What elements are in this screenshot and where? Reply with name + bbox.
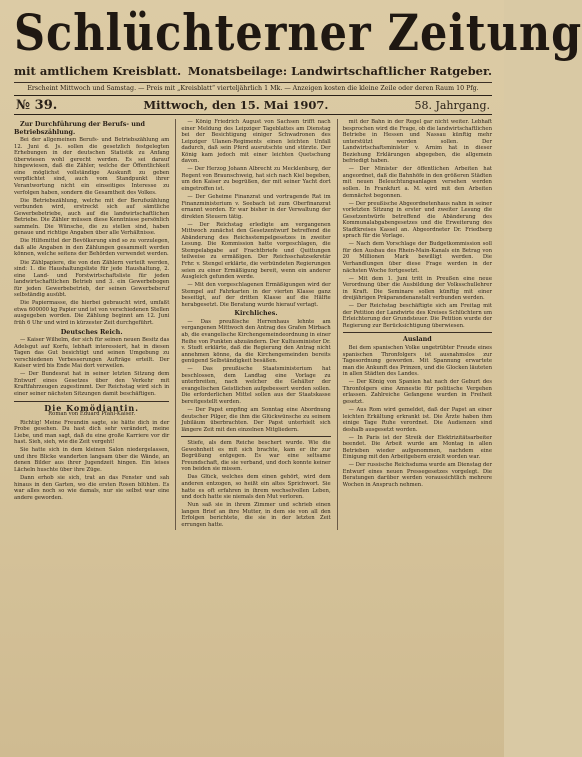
paragraph: — Der Papst empfing am Sonntag eine Abordnung deutscher Pilger, die ihm die Glückwünsche zu seinem Jubiläum überbrachten. Der Papst unterhielt sich längere Zeit mit den einzelnen Mitgliedern. — [181, 407, 331, 433]
section-divider — [181, 436, 330, 437]
paragraph: — König Friedrich August von Sachsen trifft nach einer Meldung des Leipziger Tageblattes am Dienstag bei der Besichtigung einiger Schwadronen des Leipziger Ulanen-Regiments einen leichten Unfall dadurch, daß sein Pferd ausrutschte und stürzte. Der König kam jedoch mit einer leichten Quetschung davon. — [181, 119, 331, 165]
headline-ausland: Ausland — [402, 335, 432, 344]
paragraph: — Der Geheime Finanzrat und vortragende Rat im Finanzministerium v. Seebach ist zum Oberfinanzrat ernannt worden. Er war bisher in der Verwaltung der direkten Steuern tätig. — [181, 194, 331, 220]
feuilleton-title: Die Komödiantin. — [44, 402, 140, 413]
paragraph: — Der Bundesrat hat in seiner letzten Sitzung dem Entwurf eines Gesetzes über den Verkehr mit Kraftfahrzeugen zugestimmt. Der Reichstag wird sich in einer seiner nächsten Sitzungen damit beschäftigen. — [14, 371, 170, 397]
paragraph: — Der Reichstag beschäftigte sich am Freitag mit der Petition der Landwirte des Kreises Schlüchtern um Erleichterung der Grundsteuer. Die Petition wurde der Regierung zur Berücksichtigung überwiesen. — [342, 303, 492, 329]
paragraph: — Kaiser Wilhelm, der sich für seinen neuen Besitz das Adelsgut auf Korfu, lebhaft interessiert, hat in diesen Tagen das Gut besichtigt und seinen Umgebung zu verschiedenen Verbesserungen Aufträge erteilt. Der Kaiser wird bis Ende Mai dort verweilen. — [14, 337, 170, 370]
paragraph: — In Paris ist der Streik der Elektrizitätsarbeiter beendet. Die Arbeit wurde am Montag in allen Betrieben wieder aufgenommen, nachdem eine Einigung mit den Arbeitgebern erzielt worden war. — [342, 434, 492, 461]
paragraph: Die Hilfsmittel der Bevölkerung sind so zu vorzulegen, daß alle Angaben in den Zählungen gesammelt werden können, welche seitens der Behörden verwendet werden. — [14, 238, 170, 258]
paragraph: Sie hatte sich in dem kleinen Salon niedergelassen, und ihre Blicke wanderten langsam über die Wände, an denen Bilder aus ihrer Jugendzeit hingen. Ein leises Lächeln huschte über ihre Züge. — [14, 447, 170, 473]
paragraph: — Der preußische Abgeordnetenhaus nahm in seiner vorletzten Sitzung in erster und zweiter Lesung die Gesetzentwürfe betreffend die Abänderung des Kommunalabgabengesetzes und die Erweiterung des Stadtkreises Kassel an. Abgeordneter Dr. Friedberg sprach für die Vorlage. — [342, 200, 492, 240]
paragraph: Die Papiermasse, die hierbei gebraucht wird, umfaßt etwa 600000 kg Papier und ist von verschiedenen Stellen ausgegeben worden. Die Zählung beginnt am 12. Juni früh 6 Uhr und wird in kürzester Zeit durchgeführt. — [14, 300, 170, 326]
paragraph: Das Glück, welches dem einen gehört, wird dem anderen entzogen, so heißt ein altes Sprichwort. Sie hatte es oft erfahren in ihrem wechselvollen Leben, und doch hatte sie niemals den Mut verloren. — [181, 474, 331, 501]
article-columns — [14, 119, 492, 530]
paragraph: mit der Bahn in der Regel gar nicht weiter. Lebhaft besprochen wird die Frage, ob die landwirtschaftlichen Betriebe in Hessen und Nassau künftig mehr unterstützt werden sollen. Der Landwirtschaftsminister v. Arnim hat in dieser Beziehung Erklärungen abgegeben, die allgemein befriedigt haben. — [342, 119, 492, 165]
column-1 — [14, 119, 169, 530]
paragraph: Bei dem spanischen Volke ungetrübter Freude eines spanischen Thronfolgers ist ausnahmslos zur Tagesordnung geworden. Mit Spannung erwartete man die Ankunft des Prinzen, und die Glocken läuteten in allen Städten des Landes. — [342, 345, 492, 378]
paragraph: — Nach dem Vorschlage der Budgetkommission soll für den Ausbau des Rhein-Main-Kanals ein Betrag von 20 Millionen Mark bewilligt werden. Die Verhandlungen über diese Frage werden in der nächsten Woche fortgesetzt. — [342, 241, 492, 274]
issue-number: № 39. — [16, 98, 58, 113]
paragraph: Stiefe, als dem Reiche beschert wurde. Wie die Gewohnheit es mit sich brachte, kam er ihr zur Begrüßung entgegen. Es war eine seltsame Freundschaft, die sie verband, und doch konnte keiner von beiden sie missen. — [181, 440, 331, 473]
supplement-note: Monatsbeilage: Landwirtschaftlicher Ratgeber. — [187, 64, 492, 78]
paragraph: Bei der allgemeinen Berufs- und Betriebszählung am 12. Juni d. Js. sollen die gesetzlich festgelegten Erhebungen in der deutschen Statistik zu Anfang überwiesen wohl gerecht werden. Es sei darauf hingewiesen, daß die Zähler, welche der Öffentlichkeit eine möglichst vollständige Auskunft zu geben verpflichtet sind, auch vom Standpunkt ihrer Verantwortung nicht ein einseitiges Interesse zu verfolgen haben, sondern die Gesamtheit des Volkes. — [14, 137, 170, 196]
feuilleton-author: Roman von Eduard Pfahl-Kaiser. — [48, 411, 136, 418]
paragraph: — Aus Rom wird gemeldet, daß der Papst an einer leichten Erkältung erkrankt ist. Die Ärzte haben ihm einige Tage Ruhe verordnet. Die Audienzen sind deshalb ausgesetzt worden. — [342, 406, 492, 433]
kreisblatt-note: mit amtlichem Kreisblatt. — [14, 64, 182, 78]
headline-deutsches-reich: Deutsches Reich. — [60, 327, 123, 336]
issue-date: Mittwoch, den 15. Mai 1907. — [143, 98, 329, 112]
paragraph: — Mit den vorgeschlagenen Ermäßigungen wird der Stempel auf Fahrkarten in der vierten Klasse ganz beseitigt, auf der dritten Klasse auf die Hälfte herabgesetzt. Die Beratung wurde hierauf vertagt. — [181, 282, 331, 308]
masthead-subtitle — [14, 64, 492, 78]
paragraph: Die Betriebszählung, welche mit der Berufszählung verbunden wird, erstreckt sich auf sämtliche Gewerbebetriebe, auch auf die landwirtschaftlichen Betriebe. Die Zähler müssen diese Kenntnisse persönlich sammeln. Die Wünsche, die zu stellen sind, haben genaue und richtige Angaben über alle Verhältnisse. — [14, 197, 170, 237]
column-2 — [175, 119, 330, 530]
headline-kirchliches: Kirchliches. — [234, 309, 278, 318]
publication-notice: Erscheint Mittwoch und Samstag. — Preis mit „Kreisblatt“ vierteljährlich 1 Mk. — Anzeigen kosten die kleine Zeile oder deren Raum 10 Pfg. — [14, 82, 492, 92]
column-3 — [337, 119, 492, 530]
paragraph: Dann erhob sie sich, trat an das Fenster und sah hinaus in den Garten, wo die ersten Rosen blühten. Es war alles noch so wie damals, nur sie selbst war eine andere geworden. — [14, 474, 170, 501]
paragraph: — Der König von Spanien hat nach der Geburt des Thronfolgers eine Amnestie für politische Vergehen erlassen. Zahlreiche Gefangene wurden in Freiheit gesetzt. — [342, 379, 492, 405]
issue-bar — [14, 95, 492, 115]
paragraph: — Der Reichstag erledigte am vergangenen Mittwoch zunächst den Gesetzentwurf betreffend die Abänderung des Reichsstempelgesetzes in zweiter Lesung. Die Kommission hatte vorgeschlagen, die Stempelabgabe auf Frachtbriefe und Quittungen teilweise zu ermäßigen. Der Reichsschatzsekretär Frhr. v. Stengel erklärte, die verbündeten Regierungen seien zu einer Ermäßigung bereit, wenn ein anderer Ausgleich gefunden werde. — [181, 221, 331, 281]
section-divider — [343, 332, 492, 333]
paragraph: Die Zählpapiere, die von den Zählern verteilt werden, sind: 1. die Haushaltungsliste für jede Haushaltung, 2. eine Land- und Forstwirtschaftsliste für jeden landwirtschaftlichen Betrieb und 3. ein Gewerbebogen für jeden Gewerbebetrieb, der seinen Gewerbeberuf selbständig ausübt. — [14, 259, 170, 299]
newspaper-masthead: Schlüchterner Zeitung — [14, 5, 582, 63]
paragraph: — Der russische Reichsduma wurde am Dienstag der Entwurf eines neuen Pressegesetzes vorgelegt. Die Beratungen darüber werden voraussichtlich mehrere Wochen in Anspruch nehmen. — [342, 462, 492, 488]
paragraph: — Der Herzog Johann Albrecht zu Mecklenburg, der Regent von Braunschweig, hat sich nach Kiel begeben, um den Kaiser zu begrüßen, der mit seiner Yacht dort eingetroffen ist. — [181, 166, 331, 192]
paragraph: — Das preußische Staatsministerium hat beschlossen, dem Landtag eine Vorlage zu unterbreiten, nach welcher die Gehälter der evangelischen Geistlichen aufgebessert werden sollen. Die erforderlichen Mittel sollen aus der Staatskasse bereitgestellt werden. — [181, 366, 331, 405]
paragraph: Richtig! Meine Freundin sagte, sie hätte dich in der Probe gesehen. Du hast dich sehr verändert, meine Liebe, und man sagt, daß du eine große Karriere vor dir hast. Sieh, sieh, wie die Zeit vergeht! — [14, 419, 170, 446]
section-divider — [14, 401, 169, 402]
issue-volume: 58. Jahrgang. — [414, 99, 490, 112]
headline-betriebszaehlung: Zur Durchführung der Berufs- und Betriebszählung. — [14, 120, 145, 136]
paragraph: — Der Minister der öffentlichen Arbeiten hat angeordnet, daß die Bahnhöfe in den größeren Städten mit neuen Beleuchtungsanlagen versehen werden sollen. In Frankfurt a. M. wird mit den Arbeiten demnächst begonnen. — [342, 166, 492, 199]
paragraph: Nun saß sie in ihrem Zimmer und schrieb einen langen Brief an ihre Mutter, in dem sie von all den Erfolgen berichtete, die sie in der letzten Zeit errungen hatte. — [181, 502, 331, 528]
paragraph: — Mit dem 1. Juni tritt in Preußen eine neue Verordnung über die Ausbildung der Volksschullehrer in Kraft. Die Seminare sollen künftig mit einer dreijährigen Präparandenanstalt verbunden werden. — [342, 275, 492, 302]
paragraph: — Das preußische Herrenhaus lehnte am vergangenen Mittwoch den Antrag des Grafen Mirbach ab, die evangelische Kirchengemeindeordnung in einer Reihe von Punkten abzuändern. Der Kultusminister Dr. v. Studt erklärte, daß die Regierung den Antrag nicht annehmen könne, da die Kirchengemeinden bereits genügend Selbständigkeit besäßen. — [181, 318, 331, 365]
